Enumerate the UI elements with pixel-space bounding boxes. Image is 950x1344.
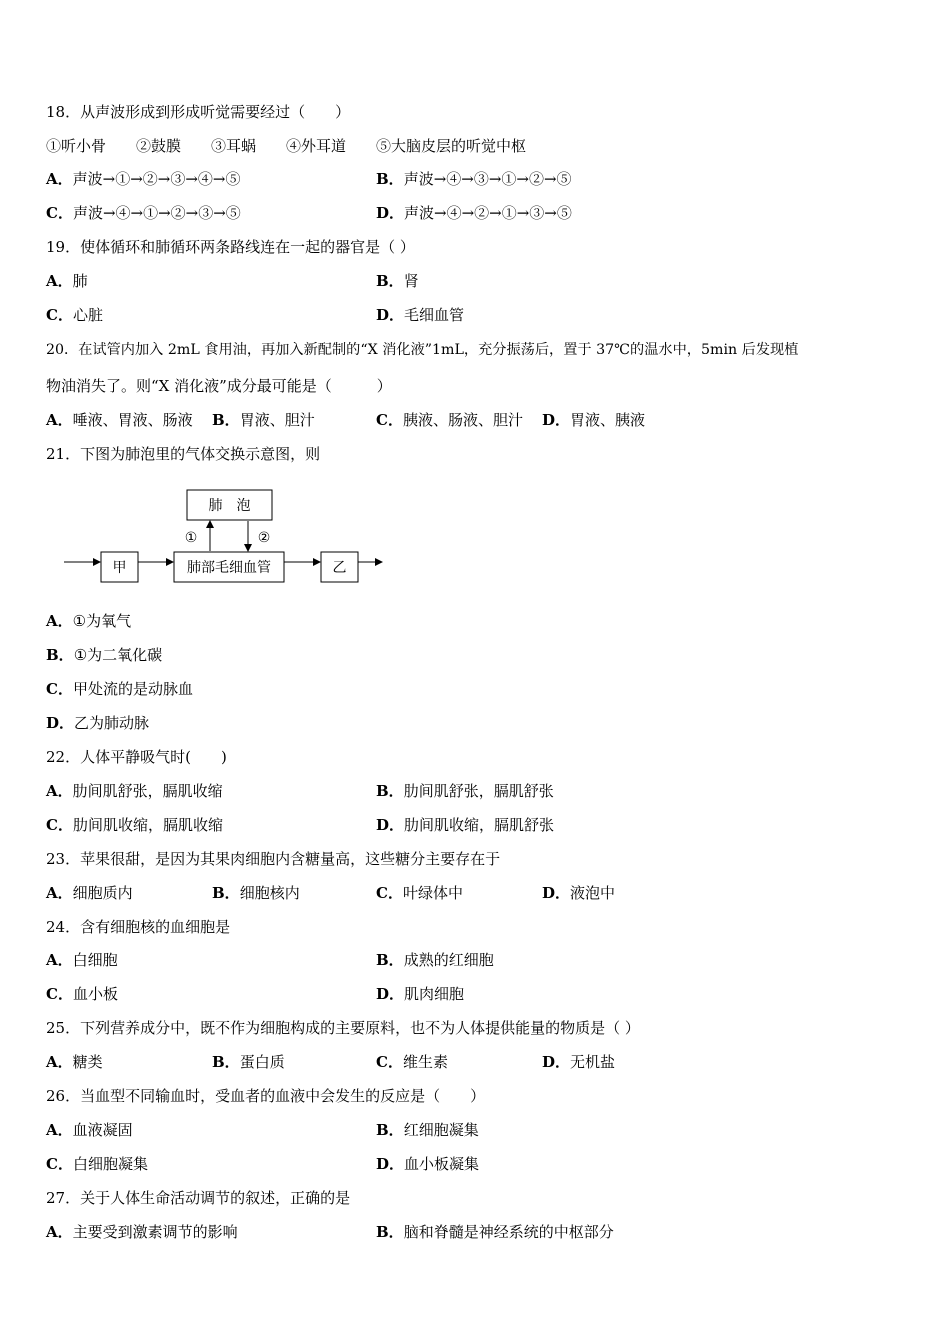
option-text: 乙为肺动脉 [74, 714, 150, 732]
option-text: 胃液、胆汁 [239, 411, 315, 429]
q21-stem: 21．下图为肺泡里的气体交换示意图，则 [46, 445, 321, 463]
option-text: 声波→④→③→①→②→⑤ [403, 170, 572, 188]
q22-option-a[interactable] [46, 781, 223, 801]
option-letter: A． [46, 884, 73, 902]
q20-stem-line2: 物油消失了。则“X 消化液”成分最可能是（ ） [46, 377, 392, 395]
option-letter: A． [46, 411, 73, 429]
q20-stem-line1: 20．在试管内加入 2mL 食用油，再加入新配制的“X 消化液”1mL，充分振荡后，置于 37℃的温水中，5min 后发现植 [46, 342, 799, 358]
option-letter: B． [212, 411, 240, 429]
q20-option-d[interactable] [542, 410, 645, 430]
option-text: 主要受到激素调节的影响 [72, 1223, 238, 1241]
option-text: 肌肉细胞 [404, 985, 465, 1003]
q25-option-d[interactable] [542, 1052, 615, 1072]
q26-stem: 26．当血型不同输血时，受血者的血液中会发生的反应是（ ） [46, 1087, 486, 1105]
option-letter: C． [46, 306, 73, 324]
q18-option-c[interactable] [46, 203, 241, 223]
option-text: 唾液、胃液、肠液 [72, 411, 193, 429]
option-letter: D． [376, 306, 405, 324]
q26-option-b[interactable] [376, 1120, 479, 1140]
q19-option-b[interactable] [376, 271, 419, 291]
option-letter: B． [376, 1223, 404, 1241]
option-text: 叶绿体中 [402, 884, 463, 902]
option-text: 细胞核内 [239, 884, 300, 902]
option-letter: C． [46, 680, 73, 698]
q18-items: ①听小骨 ②鼓膜 ③耳蜗 ④外耳道 ⑤大脑皮层的听觉中枢 [46, 137, 527, 155]
option-letter: B． [376, 951, 404, 969]
q22-option-d[interactable] [376, 815, 554, 835]
option-text: 脑和脊髓是神经系统的中枢部分 [403, 1223, 614, 1241]
option-text: 肺 [72, 272, 88, 290]
q23-stem: 23．苹果很甜，是因为其果肉细胞内含糖量高，这些糖分主要存在于 [46, 850, 501, 868]
option-text: 肾 [403, 272, 419, 290]
option-text: 液泡中 [570, 884, 616, 902]
q20-option-a[interactable] [46, 410, 193, 430]
option-letter: C． [46, 1155, 73, 1173]
option-letter: A． [46, 272, 73, 290]
q26-option-c[interactable] [46, 1154, 148, 1174]
option-text: 声波→①→②→③→④→⑤ [72, 170, 241, 188]
option-letter: C． [46, 985, 73, 1003]
q25-option-a[interactable] [46, 1052, 103, 1072]
option-text: 胃液、胰液 [570, 411, 646, 429]
q20-option-b[interactable] [212, 410, 315, 430]
jia-label: 甲 [112, 560, 127, 576]
option-letter: D． [376, 985, 405, 1003]
q19-option-c[interactable] [46, 305, 103, 325]
q20-option-c[interactable] [376, 410, 523, 430]
q22-stem: 22．人体平静吸气时( ) [46, 748, 227, 766]
q23-option-b[interactable] [212, 883, 300, 903]
option-letter: B． [376, 1121, 404, 1139]
option-text: 红细胞凝集 [403, 1121, 479, 1139]
option-text: 血小板 [72, 985, 118, 1003]
q26-option-a[interactable] [46, 1120, 133, 1140]
option-text: 甲处流的是动脉血 [72, 680, 193, 698]
option-text: 成熟的红细胞 [403, 951, 494, 969]
option-text: 血小板凝集 [404, 1155, 480, 1173]
option-letter: B． [376, 782, 404, 800]
option-text: ①为氧气 [72, 612, 132, 630]
option-letter: D． [542, 1053, 571, 1071]
option-text: 白细胞 [72, 951, 118, 969]
option-letter: B． [212, 1053, 240, 1071]
option-letter: D． [376, 204, 405, 222]
option-letter: B． [212, 884, 240, 902]
q24-option-d[interactable] [376, 984, 464, 1004]
option-text: 蛋白质 [239, 1053, 285, 1071]
q27-option-a[interactable] [46, 1222, 238, 1242]
q21-option-c[interactable] [46, 679, 193, 699]
option-letter: A． [46, 170, 73, 188]
option-text: 肋间肌收缩，膈肌收缩 [72, 816, 223, 834]
option-letter: B． [376, 272, 404, 290]
option-text: 胰液、肠液、胆汁 [402, 411, 523, 429]
q18-option-b[interactable] [376, 169, 572, 189]
q27-stem: 27．关于人体生命活动调节的叙述，正确的是 [46, 1189, 351, 1207]
option-text: 白细胞凝集 [72, 1155, 148, 1173]
q18-option-a[interactable] [46, 169, 240, 189]
option-letter: B． [46, 646, 74, 664]
option-letter: D． [46, 714, 75, 732]
mark-1: ① [184, 530, 198, 546]
option-letter: A． [46, 782, 73, 800]
option-letter: C． [46, 204, 73, 222]
q24-option-c[interactable] [46, 984, 118, 1004]
q24-option-b[interactable] [376, 950, 494, 970]
q27-option-b[interactable] [376, 1222, 614, 1242]
q21-option-a[interactable] [46, 611, 131, 631]
option-letter: D． [376, 1155, 405, 1173]
q22-option-c[interactable] [46, 815, 223, 835]
option-letter: A． [46, 1223, 73, 1241]
q21-option-b[interactable] [46, 645, 162, 665]
option-letter: A． [46, 1053, 73, 1071]
q19-option-a[interactable] [46, 271, 88, 291]
q18-stem: 18．从声波形成到形成听觉需要经过（ ） [46, 103, 351, 121]
q23-option-a[interactable] [46, 883, 133, 903]
q19-option-d[interactable] [376, 305, 464, 325]
capillary-label: 肺部毛细血管 [187, 560, 271, 576]
option-text: 无机盐 [570, 1053, 616, 1071]
q23-option-d[interactable] [542, 883, 615, 903]
option-letter: D． [376, 816, 405, 834]
option-letter: A． [46, 1121, 73, 1139]
q19-stem: 19．使体循环和肺循环两条路线连在一起的器官是（ ） [46, 238, 415, 256]
option-letter: B． [376, 170, 404, 188]
option-letter: C． [376, 411, 403, 429]
option-letter: D． [542, 411, 571, 429]
option-letter: C． [46, 816, 73, 834]
option-letter: C． [376, 1053, 403, 1071]
option-letter: A． [46, 951, 73, 969]
option-text: 声波→④→①→②→③→⑤ [72, 204, 241, 222]
q26-option-d[interactable] [376, 1154, 479, 1174]
option-letter: A． [46, 612, 73, 630]
q22-option-b[interactable] [376, 781, 554, 801]
option-text: ①为二氧化碳 [73, 646, 163, 664]
yi-label: 乙 [332, 560, 347, 576]
option-text: 毛细血管 [404, 306, 465, 324]
q24-option-a[interactable] [46, 950, 118, 970]
q25-option-b[interactable] [212, 1052, 285, 1072]
q25-stem: 25．下列营养成分中，既不作为细胞构成的主要原料，也不为人体提供能量的物质是（ ） [46, 1019, 640, 1037]
option-text: 肋间肌收缩，膈肌舒张 [404, 816, 555, 834]
option-text: 血液凝固 [72, 1121, 133, 1139]
gas-exchange-diagram [60, 484, 400, 590]
option-text: 肋间肌舒张，膈肌收缩 [72, 782, 223, 800]
option-text: 维生素 [402, 1053, 448, 1071]
option-text: 声波→④→②→①→③→⑤ [404, 204, 572, 222]
option-text: 细胞质内 [72, 884, 133, 902]
option-letter: D． [542, 884, 571, 902]
option-text: 糖类 [72, 1053, 103, 1071]
q24-stem: 24．含有细胞核的血细胞是 [46, 918, 231, 936]
q23-option-c[interactable] [376, 883, 463, 903]
alveolus-label: 肺 泡 [208, 498, 251, 514]
option-letter: C． [376, 884, 403, 902]
q21-option-d[interactable] [46, 713, 149, 733]
option-text: 心脏 [72, 306, 103, 324]
q18-option-d[interactable] [376, 203, 572, 223]
option-text: 肋间肌舒张，膈肌舒张 [403, 782, 554, 800]
q25-option-c[interactable] [376, 1052, 448, 1072]
mark-2: ② [257, 530, 271, 546]
